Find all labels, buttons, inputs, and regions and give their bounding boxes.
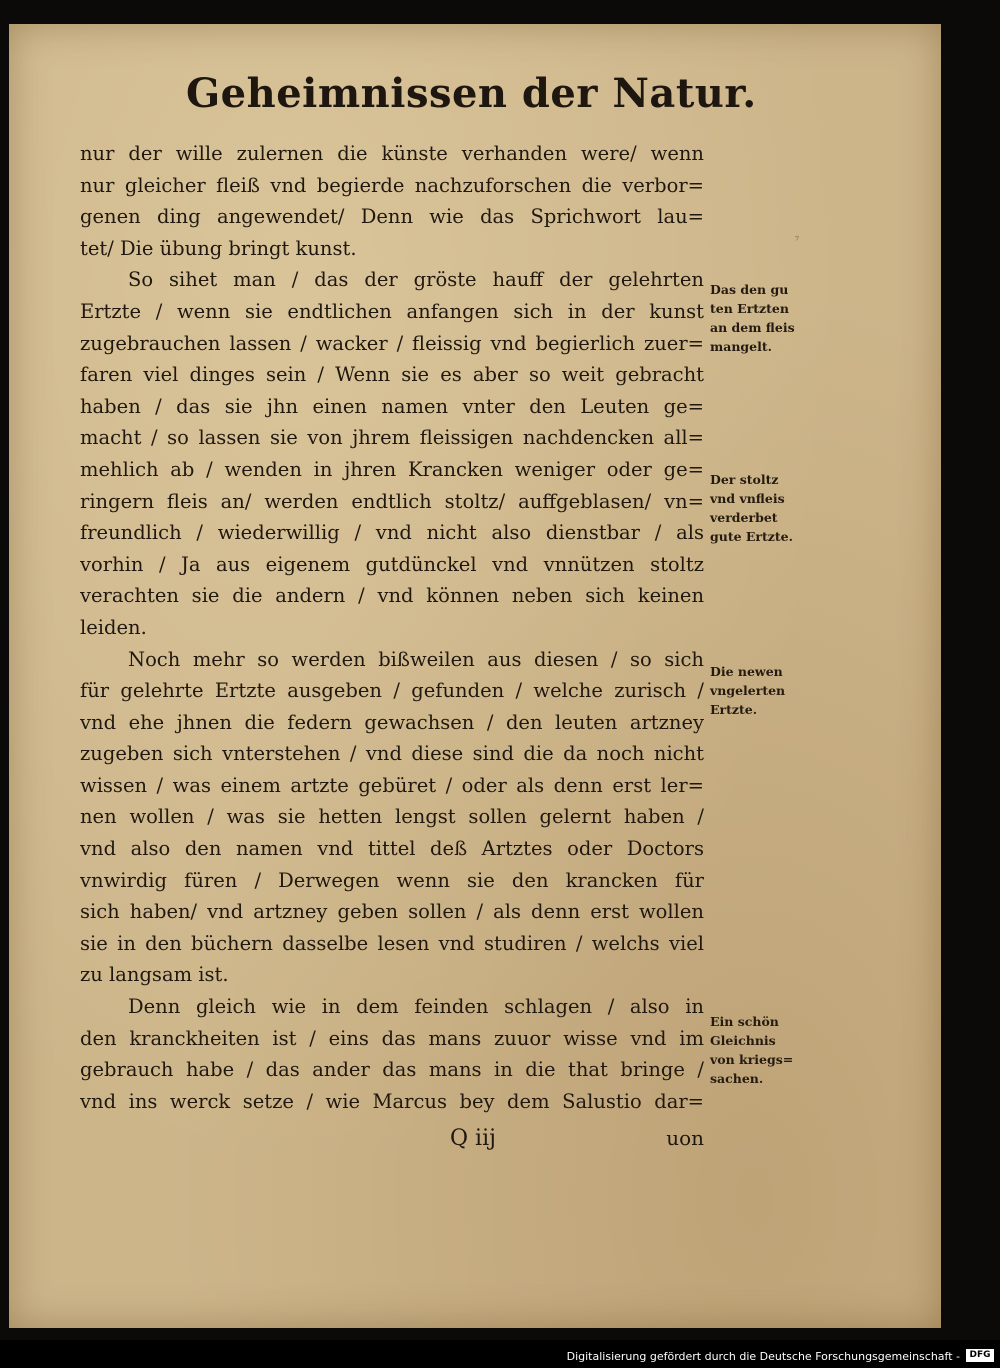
funding-credit: Digitalisierung gefördert durch die Deutsche Forschungsgemeinschaft -	[566, 1350, 960, 1363]
side-note	[710, 662, 828, 719]
side-note-line: Die newen	[710, 664, 783, 679]
side-note-line: verderbet	[710, 510, 778, 525]
side-note-line: Der stoltz	[710, 472, 779, 487]
text-line: freundlich / wiederwillig / vnd nicht also dienstbar / als	[80, 521, 704, 545]
text-line: zugebrauchen lassen / wacker / fleissig vnd begierlich zuer=	[80, 331, 704, 355]
running-title: Geheimnissen der Natur.	[186, 70, 757, 117]
body-text	[80, 138, 704, 1117]
side-note-line: sachen.	[710, 1071, 764, 1086]
side-note-line: gute Ertzte.	[710, 529, 793, 544]
text-line: Denn gleich wie in dem feinden schlagen / also in	[128, 995, 704, 1019]
side-note-line: Ertzte.	[710, 702, 758, 717]
margin-mark: ⁷	[795, 236, 800, 247]
side-note-line: vnd vnfleis	[710, 491, 785, 506]
text-line: leiden.	[80, 615, 147, 639]
text-line: wissen / was einem artzte gebüret / oder als denn erst ler=	[80, 773, 704, 797]
side-note-line: mangelt.	[710, 339, 772, 354]
side-note-line: Ein schön	[710, 1014, 779, 1029]
text-line: vorhin / Ja aus eigenem gutdünckel vnd vnnützen stoltz	[80, 552, 704, 576]
text-line: Ertzte / wenn sie endtlichen anfangen sich in der kunst	[80, 299, 704, 323]
side-note	[710, 280, 828, 356]
text-line: faren viel dinges sein / Wenn sie es aber so weit gebracht	[80, 363, 704, 387]
signature-mark: Q iij	[450, 1126, 496, 1151]
text-line: verachten sie die andern / vnd können neben sich keinen	[80, 584, 704, 608]
text-line: sie in den büchern dasselbe lesen vnd studiren / welchs viel	[80, 931, 704, 955]
text-line: nur gleicher fleiß vnd begierde nachzuforschen die verbor=	[80, 173, 704, 197]
text-line: für gelehrte Ertzte ausgeben / gefunden / welche zurisch /	[80, 679, 704, 703]
text-line: So sihet man / das der gröste hauff der gelehrten	[128, 268, 704, 292]
side-note-line: an dem fleis	[710, 320, 795, 335]
text-line: gebrauch habe / das ander das mans in die that bringe /	[80, 1058, 704, 1082]
side-note-line: Gleichnis	[710, 1033, 776, 1048]
side-note-line: ten Ertzten	[710, 301, 789, 316]
side-note	[710, 1012, 828, 1088]
text-line: sich haben/ vnd artzney geben sollen / als denn erst wollen	[80, 900, 704, 924]
side-note	[710, 470, 828, 546]
text-line: tet/ Die übung bringt kunst.	[80, 236, 357, 260]
text-line: den kranckheiten ist / eins das mans zuuor wisse vnd im	[80, 1026, 704, 1050]
text-line: genen ding angewendet/ Denn wie das Sprichwort lau=	[80, 205, 704, 229]
text-line: Noch mehr so werden bißweilen aus diesen / so sich	[128, 647, 704, 671]
text-line: nen wollen / was sie hetten lengst sollen gelernt haben /	[80, 805, 704, 829]
text-line: zu langsam ist.	[80, 963, 229, 987]
page-footer-line	[80, 1126, 704, 1158]
text-line: mehlich ab / wenden in jhren Krancken weniger oder ge=	[80, 457, 704, 481]
side-note-line: vngelerten	[710, 683, 786, 698]
side-note-line: Das den gu	[710, 282, 789, 297]
side-note-line: von kriegs=	[710, 1052, 794, 1067]
text-line: nur der wille zulernen die künste verhanden were/ wenn	[80, 142, 704, 165]
text-line: zugeben sich vnterstehen / vnd diese sind die da noch nicht	[80, 742, 704, 766]
text-line: vnd also den namen vnd tittel deß Artztes oder Doctors	[80, 837, 704, 861]
text-line: vnd ehe jhnen die federn gewachsen / den leuten artzney	[80, 710, 704, 734]
catchword: uon	[666, 1126, 704, 1150]
dfg-logo: DFG	[966, 1349, 994, 1362]
text-line: vnwirdig füren / Derwegen wenn sie den krancken für	[80, 868, 704, 892]
text-line: macht / so lassen sie von jhrem fleissigen nachdencken all=	[80, 426, 704, 450]
text-line: haben / das sie jhn einen namen vnter den Leuten ge=	[80, 394, 704, 418]
text-line: ringern fleis an/ werden endtlich stoltz/ auffgeblasen/ vn=	[80, 489, 704, 513]
text-line: vnd ins werck setze / wie Marcus bey dem Salustio dar=	[80, 1089, 704, 1113]
